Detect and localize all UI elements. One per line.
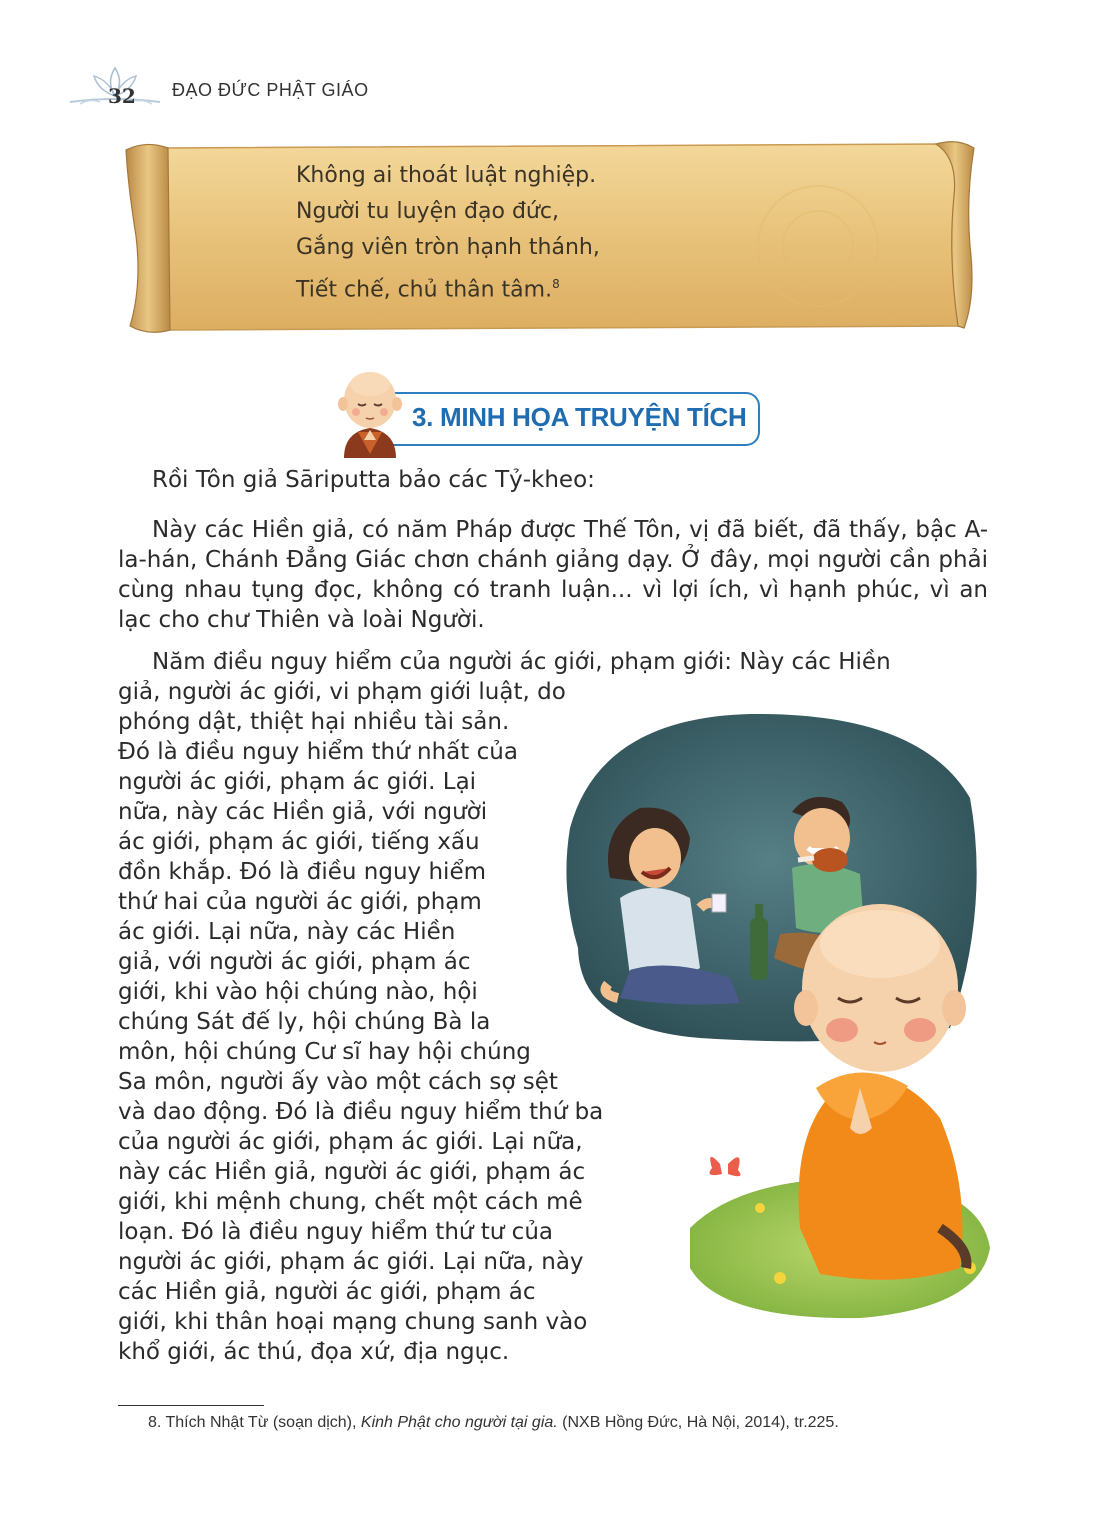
text-line: ác giới, phạm ác giới, tiếng xấu	[118, 829, 480, 855]
text-line: khổ giới, ác thú, đọa xứ, địa ngục.	[118, 1339, 510, 1365]
text-line: giới, khi vào hội chúng nào, hội	[118, 979, 478, 1005]
text-line: của người ác giới, phạm ác giới. Lại nữa,	[118, 1129, 583, 1155]
section-title: 3. MINH HỌA TRUYỆN TÍCH	[412, 402, 747, 432]
paragraph-five-dharmas: Này các Hiền giả, có năm Pháp được Thế Tôn, vị đã biết, đã thấy, bậc A-la-hán, Chánh Đẳng Giác chơn chánh giảng dạy. Ở đây, mọi người cần phải cùng nhau tụng đọc, không có tranh luận... vì lợi ích, vì hạnh phúc, vì an lạc cho chư Thiên và loài Người.	[118, 517, 988, 633]
text-line: đồn khắp. Đó là điều nguy hiểm	[118, 859, 486, 885]
text-line: chúng Sát đế ly, hội chúng Bà la	[118, 1009, 491, 1035]
text-line: phóng dật, thiệt hại nhiều tài sản.	[118, 709, 510, 735]
book-title: ĐẠO ĐỨC PHẬT GIÁO	[172, 80, 369, 100]
text-line: nữa, này các Hiền giả, với người	[118, 799, 488, 825]
verse	[296, 158, 600, 308]
kneeling-monk	[794, 904, 966, 1280]
verse-line: Không ai thoát luật nghiệp.	[296, 163, 597, 188]
text-line: người ác giới, phạm ác giới. Lại nữa, này	[118, 1249, 584, 1275]
text-line: môn, hội chúng Cư sĩ hay hội chúng	[118, 1039, 531, 1065]
footnote-ref: 8	[552, 277, 560, 291]
paragraph-intro: Rồi Tôn giả Sāriputta bảo các Tỷ-kheo:	[152, 467, 595, 493]
monk-icon	[330, 362, 410, 462]
footnote-divider	[118, 1405, 264, 1406]
text-line: Đó là điều nguy hiểm thứ nhất của	[118, 739, 518, 765]
text-line: giả, với người ác giới, phạm ác	[118, 949, 471, 975]
text-line: và dao động. Đó là điều nguy hiểm thứ ba	[118, 1099, 604, 1125]
page-number: 32	[108, 84, 136, 108]
footnote-book-title: Kinh Phật cho người tại gia.	[360, 1414, 558, 1431]
text-line: thứ hai của người ác giới, phạm	[118, 889, 482, 915]
text-line: ác giới. Lại nữa, này các Hiền	[118, 919, 456, 945]
text-line: giả, người ác giới, vi phạm giới luật, do	[118, 679, 566, 705]
butterfly-icon	[710, 1157, 741, 1176]
story-illustration	[560, 708, 1000, 1328]
section-heading	[330, 362, 770, 462]
text-line: người ác giới, phạm ác giới. Lại	[118, 769, 477, 795]
footnote: 8. Thích Nhật Từ (soạn dịch), Kinh Phật cho người tại gia. (NXB Hồng Đức, Hà Nội, 2014), tr.225.	[148, 1414, 839, 1431]
text-line: này các Hiền giả, người ác giới, phạm ác	[118, 1159, 586, 1185]
text-line: Sa môn, người ấy vào một cách sợ sệt	[118, 1069, 558, 1095]
text-line: giới, khi thân hoại mạng chung sanh vào	[118, 1309, 588, 1335]
verse-line: Tiết chế, chủ thân tâm.$^8$	[296, 277, 560, 303]
text-line: các Hiền giả, người ác giới, phạm ác	[118, 1279, 536, 1305]
text-line: giới, khi mệnh chung, chết một cách mê	[118, 1189, 583, 1215]
page-header	[60, 62, 480, 112]
text-line: Năm điều nguy hiểm của người ác giới, phạm giới: Này các Hiền	[152, 649, 891, 675]
verse-scroll	[118, 136, 982, 336]
verse-line: Gắng viên tròn hạnh thánh,	[296, 235, 600, 260]
verse-line: Người tu luyện đạo đức,	[296, 199, 559, 224]
text-line: loạn. Đó là điều nguy hiểm thứ tư của	[118, 1219, 554, 1245]
